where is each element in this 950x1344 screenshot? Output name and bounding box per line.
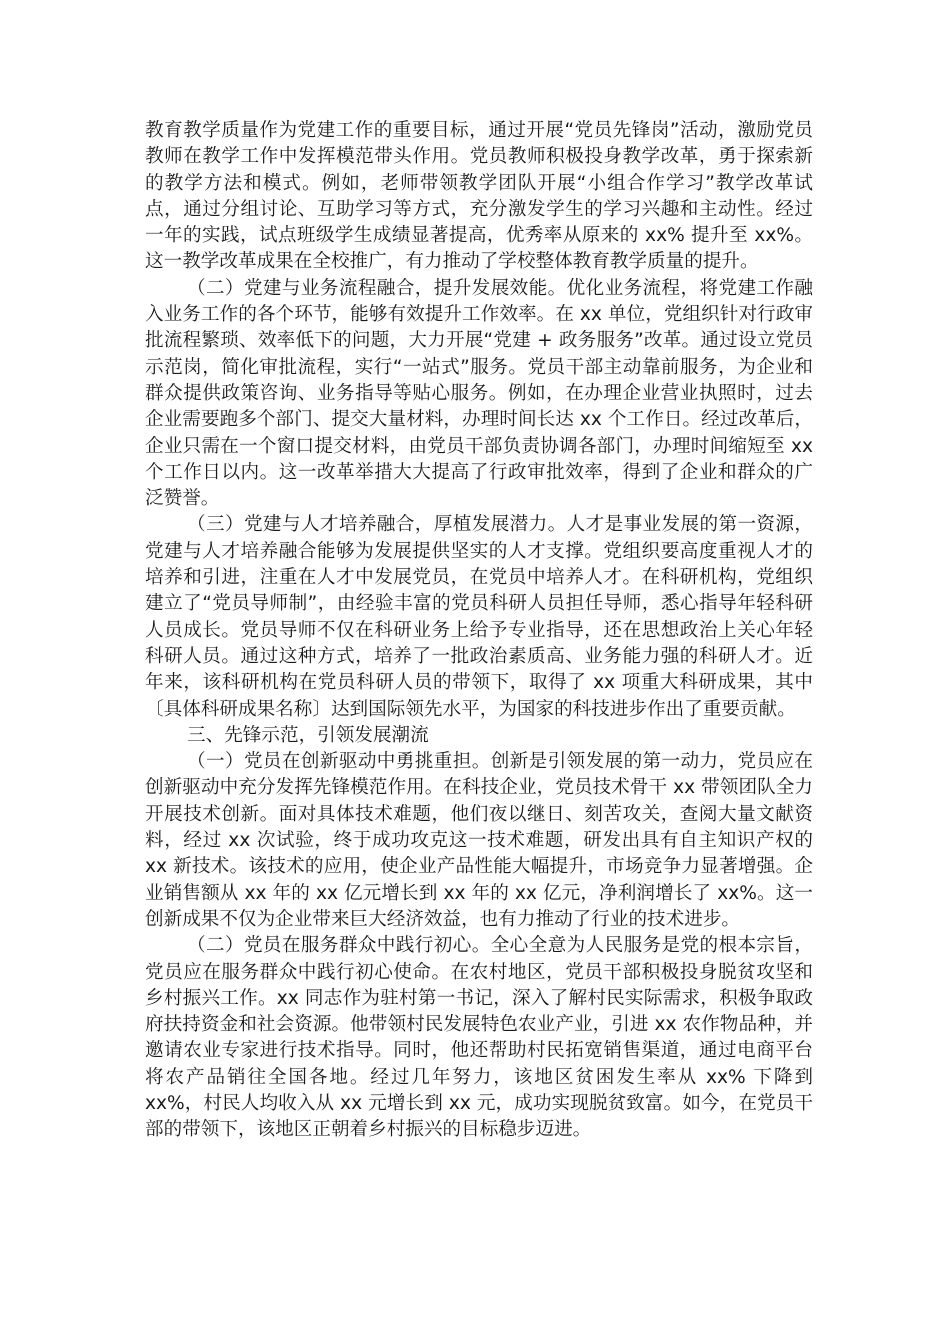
- paragraph-innovation: （一）党员在创新驱动中勇挑重担。创新是引领发展的第一动力，党员应在创新驱动中充分发挥先锋模范作用。在科技企业，党员技术骨干 xx 带领团队全力开展技术创新。面对具体技术难题，他们夜以继日、刻苦攻关，查阅大量文献资料，经过 xx 次试验，终于成功攻克这一技术难题，研发出具有自主知识产权的 xx 新技术。该技术的应用，使企业产品性能大幅提升，市场竞争力显著增强。企业销售额从 xx 年的 xx 亿元增长到 xx 年的 xx 亿元，净利润增长了 xx%。这一创新成果不仅为企业带来巨大经济效益，也有力推动了行业的技术进步。: [145, 751, 813, 930]
- paragraph-serving-people: （二）党员在服务群众中践行初心。全心全意为人民服务是党的根本宗旨，党员应在服务群众中践行初心使命。在农村地区，党员干部积极投身脱贫攻坚和乡村振兴工作。xx 同志作为驻村第一书记，深入了解村民实际需求，积极争取政府扶持资金和社会资源。他带领村民发展特色农业产业，引进 xx 农作物品种，并邀请农业专家进行技术指导。同时，他还帮助村民拓宽销售渠道，通过电商平台将农产品销往全国各地。经过几年努力，该地区贫困发生率从 xx% 下降到 xx%，村民人均收入从 xx 元增长到 xx 元，成功实现脱贫致富。如今，在党员干部的带领下，该地区正朝着乡村振兴的目标稳步迈进。: [145, 935, 813, 1141]
- document-body: [145, 118, 813, 1144]
- paragraph-teaching-quality: 教育教学质量作为党建工作的重要目标，通过开展“党员先锋岗”活动，激励党员教师在教学工作中发挥模范带头作用。党员教师积极投身教学改革，勇于探索新的教学方法和模式。例如，老师带领教学团队开展“小组合作学习”教学改革试点，通过分组讨论、互助学习等方式，充分激发学生的学习兴趣和主动性。经过一年的实践，试点班级学生成绩显著提高，优秀率从原来的 xx% 提升至 xx%。这一教学改革成果在全校推广，有力推动了学校整体教育教学质量的提升。: [145, 120, 813, 273]
- section-heading-vanguard: 三、先锋示范，引领发展潮流: [187, 724, 429, 746]
- paragraph-talent-cultivation: （三）党建与人才培养融合，厚植发展潜力。人才是事业发展的第一资源，党建与人才培养融合能够为发展提供坚实的人才支撑。党组织要高度重视人才的培养和引进，注重在人才中发展党员，在党员中培养人才。在科研机构，党组织建立了“党员导师制”，由经验丰富的党员科研人员担任导师，悉心指导年轻科研人员成长。党员导师不仅在科研业务上给予专业指导，还在思想政治上关心年轻科研人员。通过这种方式，培养了一批政治素质高、业务能力强的科研人才。近年来，该科研机构在党员科研人员的带领下，取得了 xx 项重大科研成果，其中〔具体科研成果名称〕达到国际领先水平，为国家的科技进步作出了重要贡献。: [145, 514, 813, 720]
- paragraph-business-process: （二）党建与业务流程融合，提升发展效能。优化业务流程，将党建工作融入业务工作的各个环节，能够有效提升工作效率。在 xx 单位，党组织针对行政审批流程繁琐、效率低下的问题，大力开展“党建 + 政务服务”改革。通过设立党员示范岗，简化审批流程，实行“一站式”服务。党员干部主动靠前服务，为企业和群众提供政策咨询、业务指导等贴心服务。例如，在办理企业营业执照时，过去企业需要跑多个部门、提交大量材料，办理时间长达 xx 个工作日。经过改革后，企业只需在一个窗口提交材料，由党员干部负责协调各部门，办理时间缩短至 xx 个工作日以内。这一改革举措大大提高了行政审批效率，得到了企业和群众的广泛赞誉。: [145, 277, 813, 510]
